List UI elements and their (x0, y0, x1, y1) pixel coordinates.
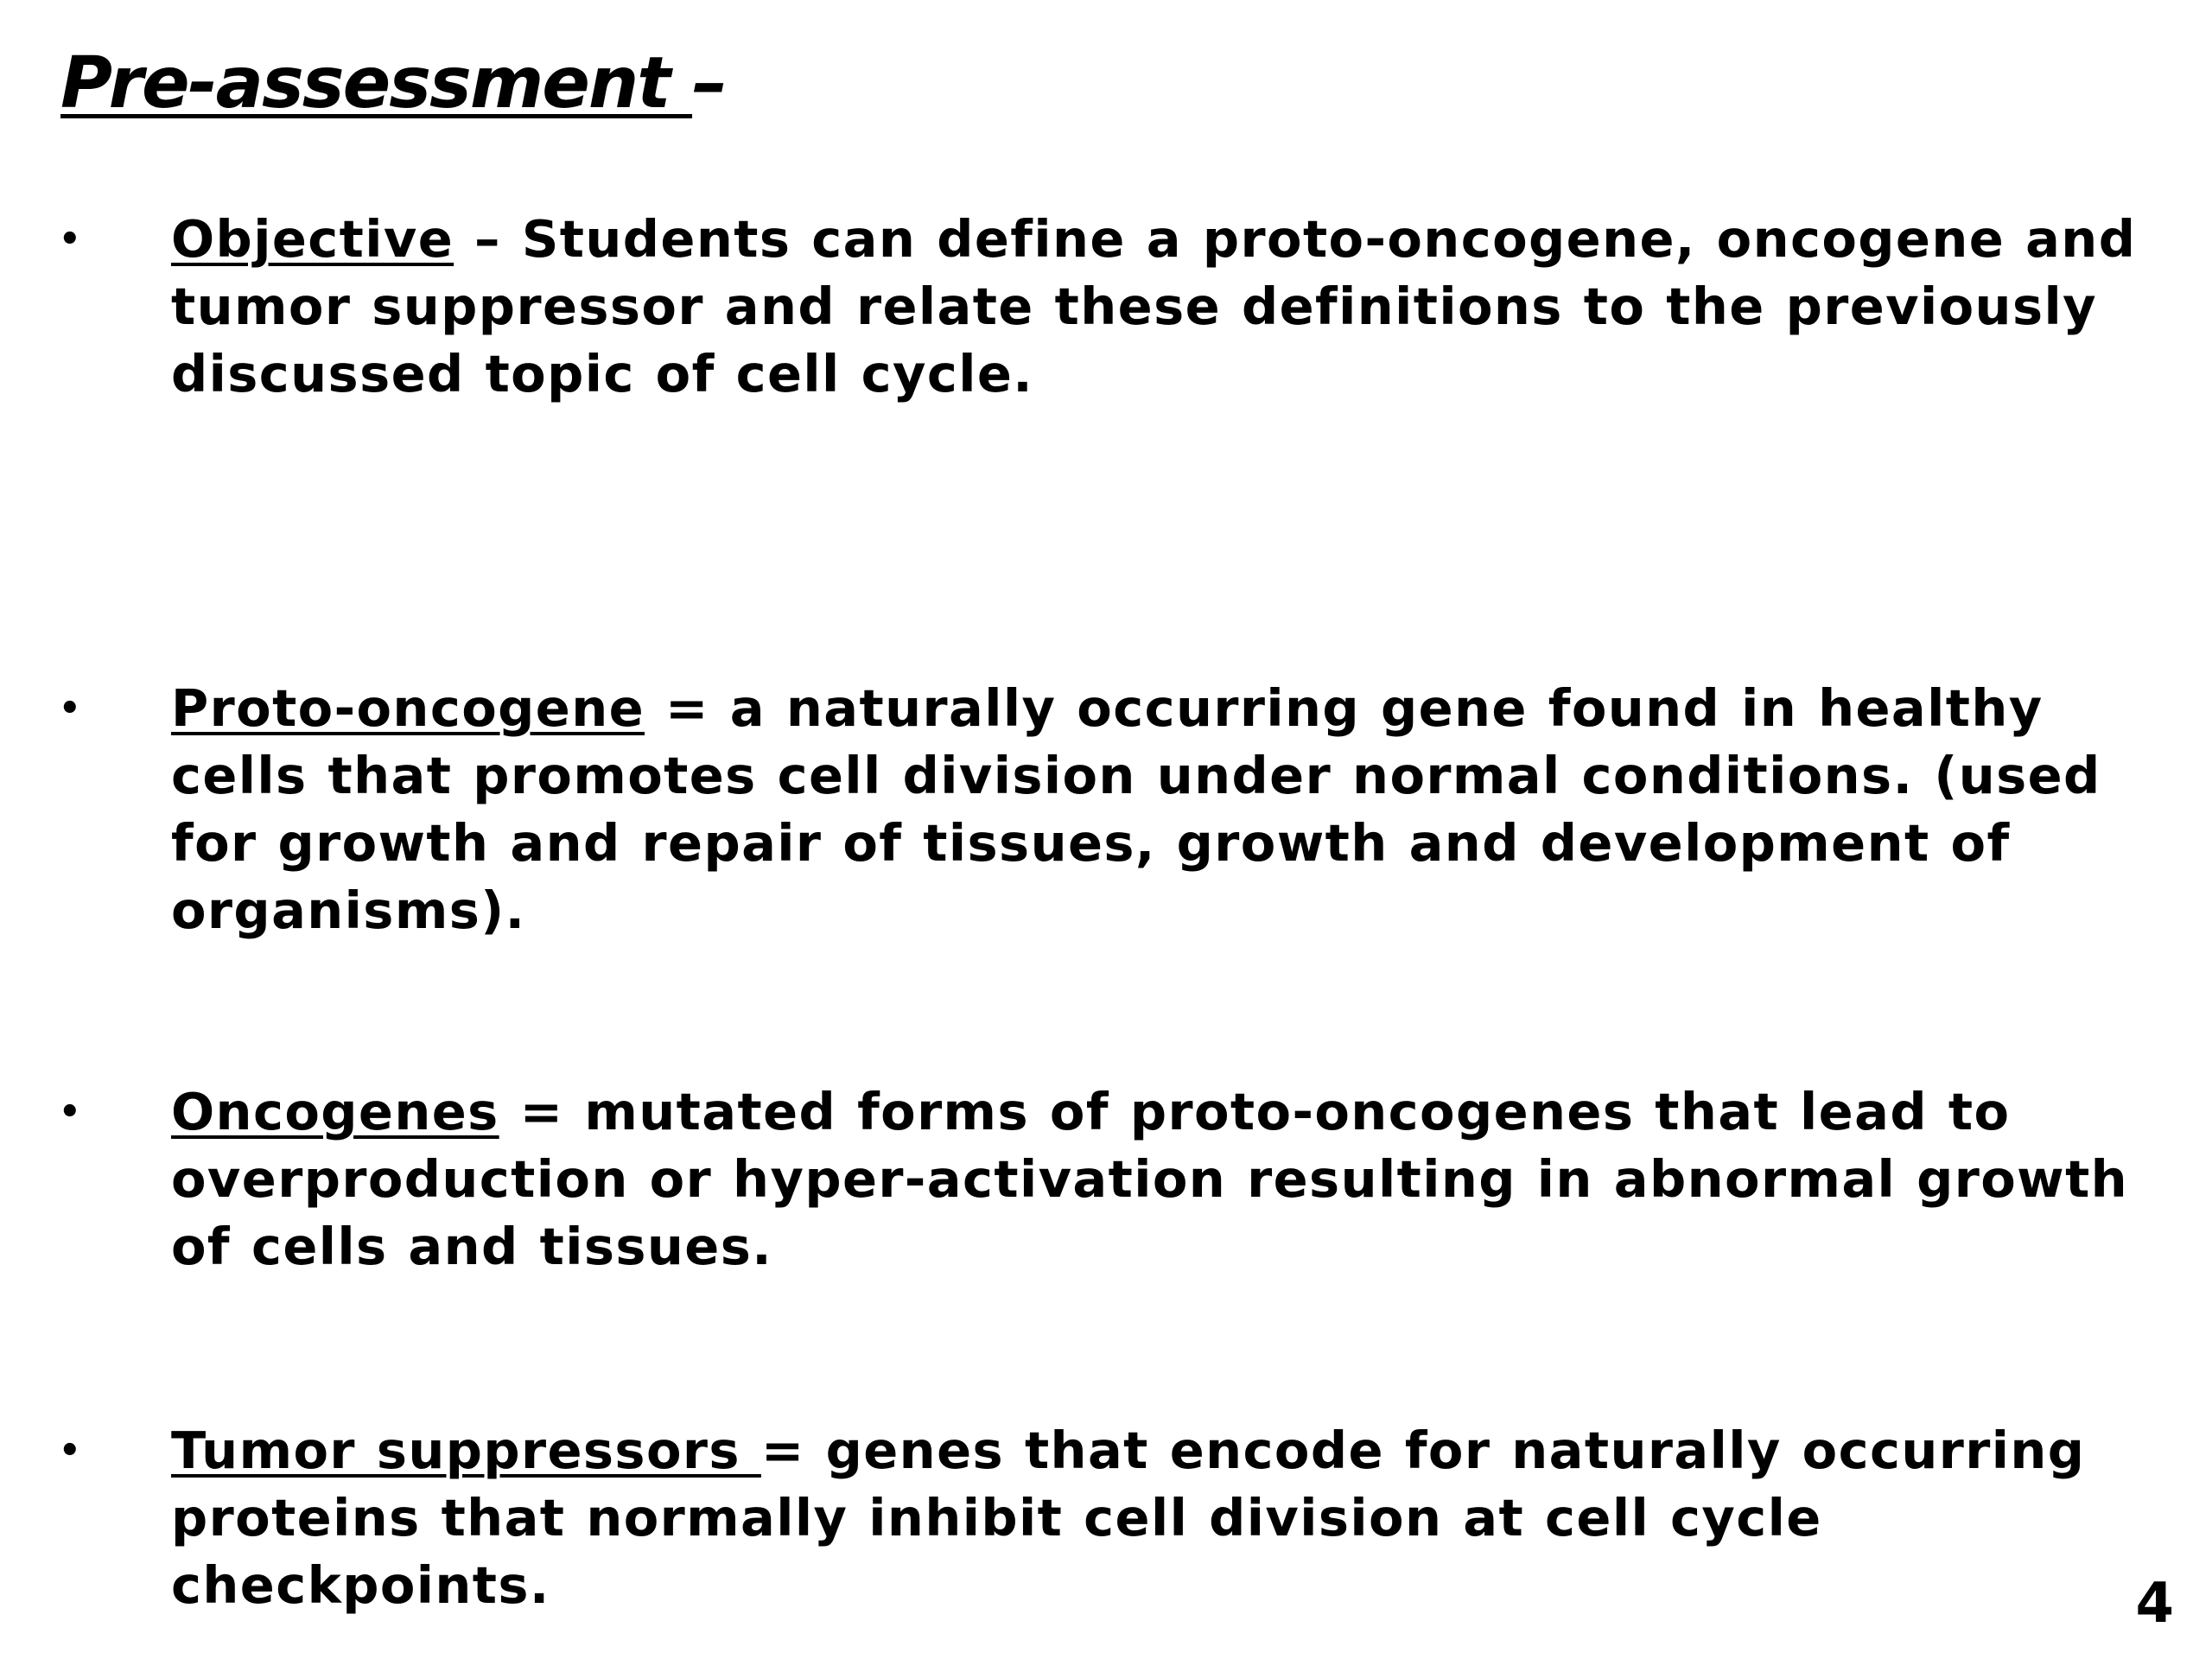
term-objective: Objective (171, 209, 454, 269)
bullet-proto-oncogene (59, 675, 2150, 944)
definition-proto-oncogene: = a naturally occurring gene found in healthy cells that promotes cell division under normal conditions. (used for growth and repair of tissues, growth and development of organisms). (171, 678, 2101, 940)
bullet-oncogenes (59, 1078, 2150, 1281)
term-proto-oncogene: Proto-oncogene (171, 678, 645, 738)
term-tumor-suppressors: Tumor suppressors (171, 1421, 761, 1480)
definition-oncogenes: = mutated forms of proto-oncogenes that lead to overproduction or hyper-activation resulting in abnormal growth of cells and tissues. (171, 1082, 2129, 1276)
bullet-text (171, 675, 2150, 944)
bullet-text (171, 1078, 2150, 1281)
page-number: 4 (2135, 1572, 2174, 1636)
definition-tumor-suppressors: = genes that encode for naturally occurring proteins that normally inhibit cell division at cell cycle checkpoints. (171, 1421, 2086, 1615)
title-text: Pre-assessment (60, 42, 693, 124)
bullet-icon: • (59, 1092, 81, 1132)
title-dash: – (692, 42, 727, 124)
bullet-icon: • (59, 219, 81, 259)
bullet-text (171, 1417, 2150, 1619)
bullet-icon: • (59, 1431, 81, 1471)
bullet-tumor-suppressors (59, 1417, 2150, 1619)
bullet-text (171, 206, 2150, 408)
term-oncogenes: Oncogenes (171, 1082, 499, 1141)
definition-objective: – Students can define a proto-oncogene, oncogene and tumor suppressor and relate these definitions to the previously discussed topic of cell cycle. (171, 209, 2137, 404)
bullet-objective (59, 206, 2150, 408)
page-title (60, 43, 726, 124)
bullet-icon: • (59, 689, 81, 728)
